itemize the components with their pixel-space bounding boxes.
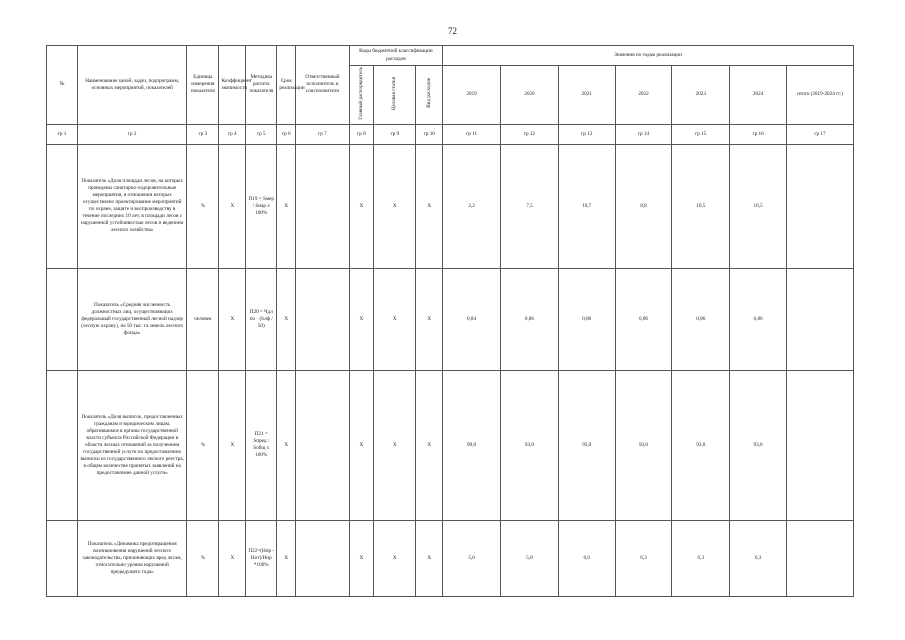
header-method: Методика расчета показателя [246, 46, 277, 125]
value-cell: 0,86 [730, 268, 787, 370]
header-responsible: Ответственный исполнитель и соисполнители [296, 46, 349, 125]
indicator-coef: X [219, 520, 246, 596]
header-code-grbs: Главный распорядитель [349, 66, 373, 125]
indicator-unit: % [187, 144, 219, 268]
value-cell: 93,0 [730, 370, 787, 520]
value-cell: 0,84 [443, 268, 501, 370]
total-cell [786, 268, 853, 370]
table-row [47, 520, 854, 596]
indicator-coef: X [219, 370, 246, 520]
indicator-term: X [277, 144, 296, 268]
header-unit: Единица измерения показателя [187, 46, 219, 125]
indicator-unit: % [187, 370, 219, 520]
value-cell: 8,8 [615, 144, 672, 268]
code-grbs: X [349, 370, 373, 520]
indicator-responsible [296, 268, 349, 370]
value-cell: 0,86 [615, 268, 672, 370]
value-cell: 93,0 [501, 370, 559, 520]
cell-no [47, 144, 78, 268]
code-grbs: X [349, 268, 373, 370]
code-type: X [416, 370, 443, 520]
header-year: 2021 [558, 66, 615, 125]
value-cell: 93,0 [558, 370, 615, 520]
indicator-term: X [277, 370, 296, 520]
column-number: гр 17 [786, 124, 853, 144]
column-number: гр 14 [615, 124, 672, 144]
indicator-name: Показатель «Доля площади лесов, на которых проведены санитарно-оздоровительные мероприятия, в отношении которых осуществлено проектирование мероприятий по охране, защите и воспроизводству в течение последних 10 лет, в площади лесов с нарушенной устойчивостью лесов и ведением лесного хозяйства» [78, 144, 187, 268]
header-year: 2022 [615, 66, 672, 125]
column-number: гр 5 [246, 124, 277, 144]
value-cell: 93,0 [615, 370, 672, 520]
indicator-unit: % [187, 520, 219, 596]
header-code-type: Вид расходов [416, 66, 443, 125]
value-cell: 6,3 [730, 520, 787, 596]
indicator-unit: человек [187, 268, 219, 370]
column-number-row [47, 124, 854, 144]
table-row [47, 268, 854, 370]
value-cell: 10,5 [730, 144, 787, 268]
value-cell: 0,86 [558, 268, 615, 370]
column-number: гр 9 [374, 124, 416, 144]
column-number: гр 2 [78, 124, 187, 144]
code-type: X [416, 268, 443, 370]
column-number: гр 10 [416, 124, 443, 144]
header-code-target: Целевая статья [374, 66, 416, 125]
value-cell: 10,7 [558, 144, 615, 268]
indicator-method: П21 = Sпред / Sобщ x 100% [246, 370, 277, 520]
total-cell [786, 520, 853, 596]
indicator-term: X [277, 520, 296, 596]
value-cell: 90,0 [443, 370, 501, 520]
column-number: гр 6 [277, 124, 296, 144]
table-row [47, 370, 854, 520]
page-number: 72 [448, 26, 457, 36]
column-number: гр 4 [219, 124, 246, 144]
value-cell: 93,0 [672, 370, 730, 520]
column-number: гр 12 [501, 124, 559, 144]
column-number: гр 1 [47, 124, 78, 144]
cell-no [47, 520, 78, 596]
code-target: X [374, 268, 416, 370]
code-type: X [416, 520, 443, 596]
value-cell: 5,0 [443, 520, 501, 596]
cell-no [47, 268, 78, 370]
header-name: Наименование целей, задач, подпрограмм, основных мероприятий, показателей [78, 46, 187, 125]
code-target: X [374, 144, 416, 268]
header-term: Срок реализации [277, 46, 296, 125]
indicator-method: П19 = Sмер / Sнар x 100% [246, 144, 277, 268]
indicator-name: Показатель «Динамика предотвращения возникновения нарушений лесного законодательства, причиняющих вред лесам, относительно уровня нарушений предыдущего года» [78, 520, 187, 596]
cell-no [47, 370, 78, 520]
value-cell: 6,3 [615, 520, 672, 596]
indicator-name: Показатель «Средняя численность должностных лиц, осуществляющих федеральный государственный лесной надзор (лесную охрану), на 50 тыс. га земель лесного фонда» [78, 268, 187, 370]
header-no: № [47, 46, 78, 125]
value-cell: 0,86 [501, 268, 559, 370]
value-cell: 10,5 [672, 144, 730, 268]
column-number: гр 13 [558, 124, 615, 144]
code-target: X [374, 370, 416, 520]
header-year: 2020 [501, 66, 559, 125]
column-number: гр 16 [730, 124, 787, 144]
header-year: 2019 [443, 66, 501, 125]
column-number: гр 7 [296, 124, 349, 144]
indicator-name: Показатель «Доля выписок, предоставленных гражданам и юридическим лицам, обратившимся в органы государственной власти субъекта Российской Федерации в области лесных отношений за получением государственной услуги по предоставлению выписки из государственного лесного реестра, в общем количестве принятых заявлений на предоставление данной услуги» [78, 370, 187, 520]
column-number: гр 8 [349, 124, 373, 144]
indicator-responsible [296, 520, 349, 596]
header-row-top [47, 46, 854, 66]
column-number: гр 3 [187, 124, 219, 144]
indicator-responsible [296, 144, 349, 268]
indicator-responsible [296, 370, 349, 520]
total-cell [786, 144, 853, 268]
header-year: 2023 [672, 66, 730, 125]
value-cell: 5,8 [501, 520, 559, 596]
indicator-table [46, 45, 854, 597]
header-budget-codes: Коды бюджетной классификации расходов [349, 46, 442, 66]
indicator-coef: X [219, 144, 246, 268]
total-cell [786, 370, 853, 520]
code-grbs: X [349, 520, 373, 596]
value-cell: 0,86 [672, 268, 730, 370]
code-type: X [416, 144, 443, 268]
header-coef: Коэффициент значимости [219, 46, 246, 125]
value-cell: 6,3 [672, 520, 730, 596]
value-cell: 6,0 [558, 520, 615, 596]
indicator-term: X [277, 268, 296, 370]
value-cell: 7,5 [501, 144, 559, 268]
code-grbs: X [349, 144, 373, 268]
header-values-by-year: Значения по годам реализации [443, 46, 854, 66]
indicator-coef: X [219, 268, 246, 370]
column-number: гр 15 [672, 124, 730, 144]
indicator-method: П20 = Чдл по · (Sлф / 50) [246, 268, 277, 370]
code-target: X [374, 520, 416, 596]
header-year: 2024 [730, 66, 787, 125]
table-row [47, 144, 854, 268]
column-number: гр 11 [443, 124, 501, 144]
header-total: итого (2019-2024 гг.) [786, 66, 853, 125]
value-cell: 2,2 [443, 144, 501, 268]
indicator-method: П22=(Нпр - Нот)/Нпр *100% [246, 520, 277, 596]
